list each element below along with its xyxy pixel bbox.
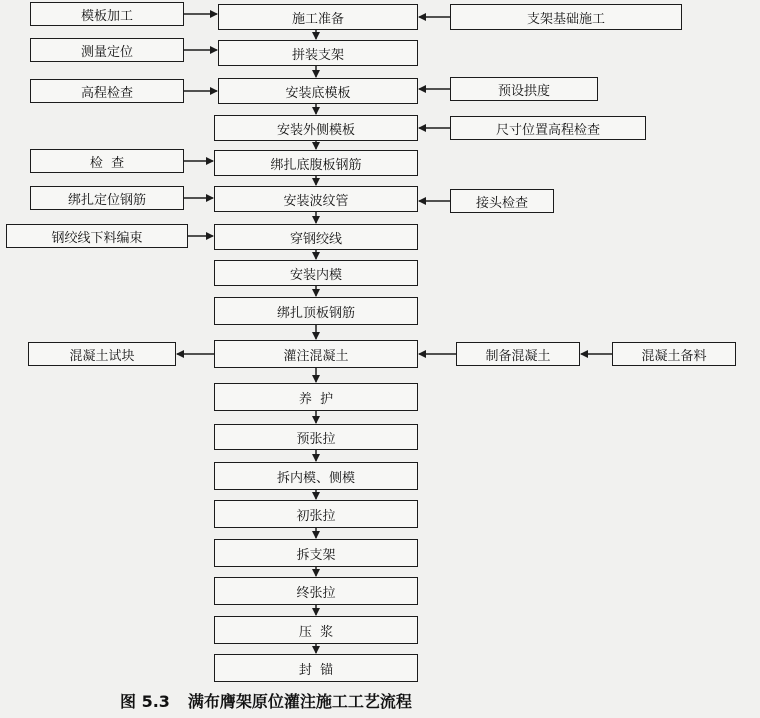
step-remove-inner-side-formwork: 拆内模、侧模 bbox=[214, 462, 418, 490]
step-construction-prep: 施工准备 bbox=[218, 4, 418, 30]
input-concrete-materials: 混凝土备料 bbox=[612, 342, 736, 366]
step-curing: 养 护 bbox=[214, 383, 418, 411]
output-concrete-test-block: 混凝土试块 bbox=[28, 342, 176, 366]
input-strand-cutting-bundling: 钢绞线下料编束 bbox=[6, 224, 188, 248]
step-install-inner-formwork: 安装内模 bbox=[214, 260, 418, 286]
step-grouting: 压 浆 bbox=[214, 616, 418, 644]
input-preset-camber: 预设拱度 bbox=[450, 77, 598, 101]
step-thread-strand: 穿钢绞线 bbox=[214, 224, 418, 250]
step-pour-concrete: 灌注混凝土 bbox=[214, 340, 418, 368]
input-elevation-check: 高程检查 bbox=[30, 79, 184, 103]
input-prepare-concrete: 制备混凝土 bbox=[456, 342, 580, 366]
step-tie-top-rebar: 绑扎顶板钢筋 bbox=[214, 297, 418, 325]
figure-title: 满布膺架原位灌注施工工艺流程 bbox=[187, 691, 412, 711]
figure-caption bbox=[120, 688, 680, 712]
step-assemble-support: 拼装支架 bbox=[218, 40, 418, 66]
input-joint-check: 接头检查 bbox=[450, 189, 554, 213]
step-install-bottom-formwork: 安装底模板 bbox=[218, 78, 418, 104]
step-pre-tension: 预张拉 bbox=[214, 424, 418, 450]
input-dimension-position-elevation-check: 尺寸位置高程检查 bbox=[450, 116, 646, 140]
step-install-outer-formwork: 安装外侧模板 bbox=[214, 115, 418, 141]
input-tie-positioning-rebar: 绑扎定位钢筋 bbox=[30, 186, 184, 210]
input-survey-positioning: 测量定位 bbox=[30, 38, 184, 62]
step-initial-tension: 初张拉 bbox=[214, 500, 418, 528]
input-formwork-fabrication: 模板加工 bbox=[30, 2, 184, 26]
step-final-tension: 终张拉 bbox=[214, 577, 418, 605]
input-inspection: 检 查 bbox=[30, 149, 184, 173]
step-install-corrugated-duct: 安装波纹管 bbox=[214, 186, 418, 212]
step-tie-bottom-web-rebar: 绑扎底腹板钢筋 bbox=[214, 150, 418, 176]
figure-number: 图 5.3 bbox=[120, 691, 170, 711]
input-support-foundation: 支架基础施工 bbox=[450, 4, 682, 30]
step-anchor-sealing: 封 锚 bbox=[214, 654, 418, 682]
step-remove-support: 拆支架 bbox=[214, 539, 418, 567]
